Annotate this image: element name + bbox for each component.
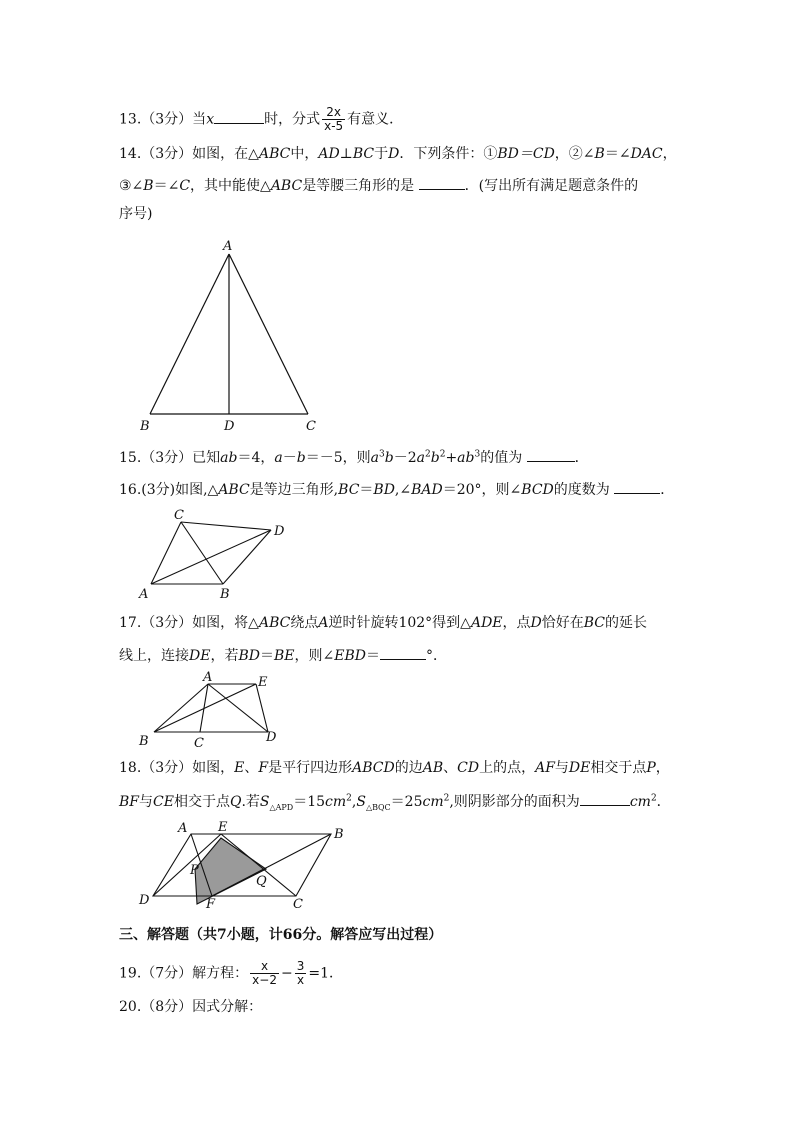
question-17-line-2: 线上，连接DE，若BD＝BE，则∠EBD＝ °． [119, 645, 447, 665]
label-C: C [174, 508, 184, 523]
answer-blank [614, 479, 660, 494]
label-D: D [266, 730, 277, 745]
label-D: D [274, 524, 285, 539]
label-B: B [334, 827, 344, 842]
answer-blank [214, 109, 264, 124]
question-18-line-1: 18.（3分）如图，E、F是平行四边形ABCD的边AB、CD上的点，AF与DE相交于点P， [119, 760, 670, 776]
fraction: $\frac{2x}{x-5}$ [324, 105, 344, 133]
label-D: D [139, 893, 150, 908]
label-Q: Q [256, 874, 267, 889]
answer-blank [419, 175, 465, 190]
label-P: P [190, 863, 199, 878]
answer-blank [380, 645, 426, 660]
label-B: B [139, 734, 149, 749]
question-17-line-1: 17.（3分）如图，将△ABC绕点A逆时针旋转102°得到△ADE，点D恰好在BC的延长 [119, 615, 648, 631]
question-18-line-2: BF与CE相交于点Q.若$S_{\triangle APD}=15cm^2,S_{\triangle BQC}=25cm^2$,则阴影部分的面积为 $cm^2$． [119, 791, 671, 811]
answer-blank [527, 447, 575, 462]
question-14-line-3: 序号) [119, 206, 153, 222]
section-heading: 三、解答题（共7小题，计66分。解答应写出过程） [119, 927, 443, 943]
question-16: 16.(3分)如图,△ABC是等边三角形,BC＝BD,∠BAD＝20°，则∠BCD的度数为 ． [119, 479, 674, 499]
question-14-line-2: ③∠B＝∠C，其中能使△ABC是等腰三角形的是 ．(写出所有满足题意条件的 [119, 175, 638, 195]
question-19: 19.（7分）解方程： $\frac{x}{x-2}$ − $\frac{3}{x}$ =1． [119, 959, 343, 987]
figure-18-parallelogram [136, 818, 356, 912]
label-F: F [206, 897, 216, 912]
label-E: E [258, 675, 268, 690]
label-A: A [139, 587, 149, 602]
label-C: C [306, 419, 316, 434]
figure-16 [138, 506, 298, 602]
question-15: 15.（3分）已知ab＝4，a－b＝－5，则$a^3b-2a^2b^2+ab^3$的值为 ． [119, 447, 589, 467]
answer-blank [580, 791, 630, 806]
label-A: A [203, 670, 213, 685]
label-A: A [223, 239, 233, 254]
label-C: C [194, 736, 204, 751]
label-B: B [140, 419, 150, 434]
label-C: C [293, 897, 303, 912]
label-E: E [218, 820, 228, 835]
question-20: 20.（8分）因式分解： [119, 999, 263, 1015]
label-A: A [178, 821, 188, 836]
question-13: 13.（3分）当x 时，分式 $\frac{2x}{x-5}$ 有意义． [119, 105, 404, 133]
label-B: B [220, 587, 230, 602]
fraction-2: $\frac{3}{x}$ [296, 959, 305, 987]
figure-14-triangle [140, 238, 330, 434]
question-14-line-1: 14.（3分）如图，在△ABC中，AD⊥BC于D．下列条件：①BD＝CD，②∠B＝∠DAC， [119, 146, 677, 162]
q13-number: 13. [119, 111, 142, 128]
figure-17 [136, 668, 286, 752]
fraction-1: $\frac{x}{x-2}$ [252, 959, 277, 987]
label-D: D [224, 419, 235, 434]
